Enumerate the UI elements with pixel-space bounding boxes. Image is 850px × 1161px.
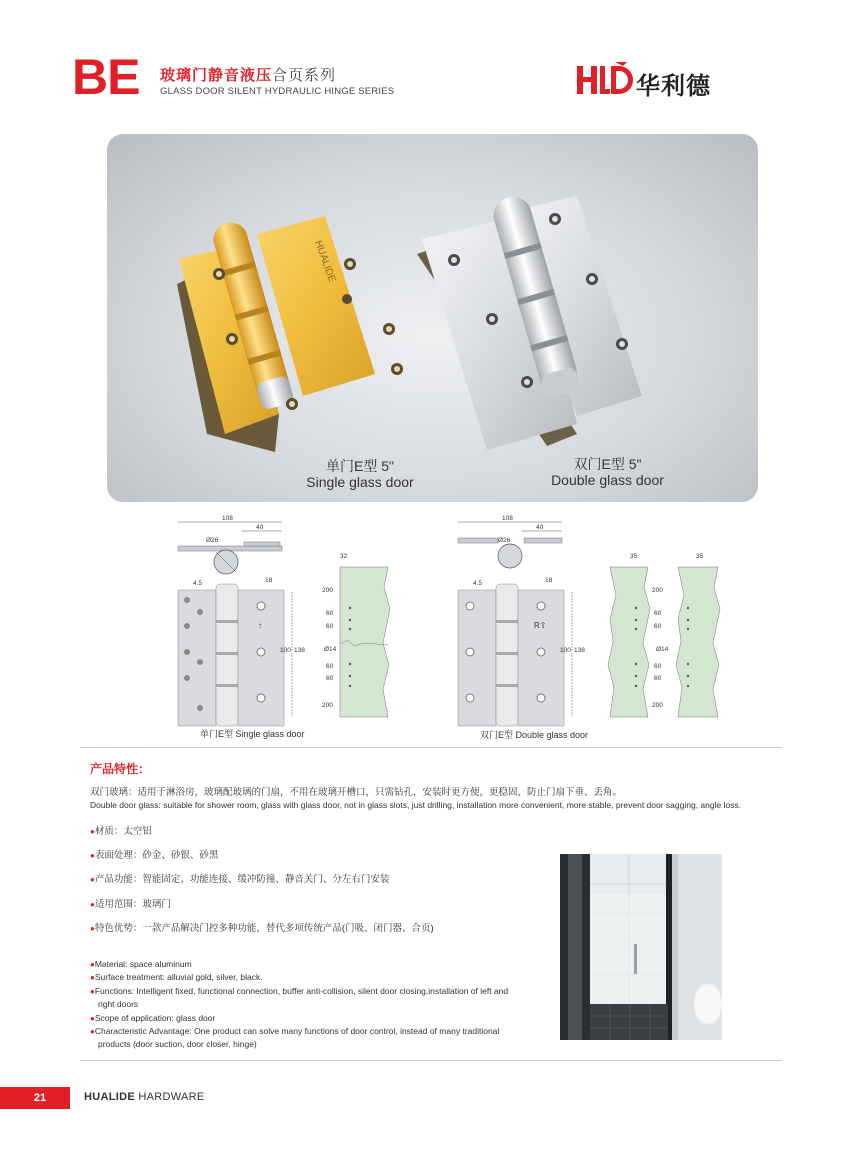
series-title-cn-light: 合页系列: [272, 67, 337, 84]
svg-text:40: 40: [256, 524, 264, 531]
silver-hinge: [417, 193, 642, 450]
svg-text:60: 60: [654, 610, 662, 617]
features-list-en: [90, 958, 510, 1052]
single-door-label-cn: 单门E型 5": [326, 458, 394, 474]
single-drawing: [178, 515, 390, 726]
svg-text:35: 35: [630, 553, 638, 560]
divider-bottom: [80, 1060, 782, 1061]
single-drawing-caption: 单门E型 Single glass door: [200, 729, 305, 739]
svg-text:200: 200: [322, 587, 333, 594]
list-item: ●特色优势：一款产品解决门控多种功能，替代多项传统产品(门吸、闭门器、合页): [90, 922, 434, 934]
svg-text:200: 200: [652, 587, 663, 594]
svg-text:200: 200: [322, 702, 333, 709]
footer-brand: HUALIDE HARDWARE: [84, 1091, 205, 1103]
double-drawing: [458, 515, 720, 726]
gold-hinge: [177, 216, 403, 452]
page-number: 21: [33, 1092, 47, 1104]
shower-room-photo: [560, 854, 722, 1040]
single-door-caption: [255, 458, 465, 490]
list-item: ●表面处理：砂金、砂银、砂黑: [90, 850, 219, 862]
features-title: 产品特性：: [90, 762, 151, 776]
list-item: ●Characteristic Advantage: One product can solve many functions of door control, instead of many traditional products (door suction, door closer, hinge): [90, 1026, 500, 1050]
hinge-photo-illustration: [107, 134, 758, 502]
series-code: BE: [72, 49, 140, 105]
series-title-cn-bold: 玻璃门静音液压: [160, 67, 273, 84]
brand-name-cn: 华利德: [636, 73, 711, 100]
svg-text:138: 138: [294, 647, 305, 654]
double-door-label-en: Double glass door: [551, 472, 664, 488]
svg-text:32: 32: [340, 553, 348, 560]
features-intro-en: Double door glass: suitable for shower room, glass with glass door, not in glass slots, just drilling, installation more convenient, more stable, prevent door sagging, angle loss.: [90, 800, 742, 810]
svg-text:138: 138: [574, 647, 585, 654]
svg-text:4.5: 4.5: [473, 580, 483, 587]
svg-text:60: 60: [654, 675, 662, 682]
brand-logo-icon: [575, 60, 635, 100]
svg-text:60: 60: [654, 623, 662, 630]
svg-text:18: 18: [265, 577, 273, 584]
svg-text:60: 60: [326, 610, 334, 617]
svg-text:R⇧: R⇧: [534, 621, 547, 630]
double-door-label-cn: 双门E型 5": [573, 456, 642, 472]
svg-text:60: 60: [326, 675, 334, 682]
features-list-cn: [90, 826, 434, 947]
series-title-cn: [160, 64, 336, 85]
svg-text:Ø14: Ø14: [656, 646, 669, 653]
svg-text:18: 18: [545, 577, 553, 584]
svg-text:100: 100: [560, 647, 571, 654]
shower-room-illustration: [560, 854, 722, 1040]
double-door-caption: [500, 456, 715, 488]
list-item: ●材质：太空铝: [90, 826, 152, 837]
svg-text:40: 40: [536, 524, 544, 531]
list-item: ●Surface treatment: alluvial gold, silver, black.: [90, 972, 263, 983]
svg-text:60: 60: [654, 663, 662, 670]
svg-text:↑: ↑: [258, 621, 262, 630]
features-intro-cn: 双门玻璃：适用于淋浴房，玻璃配玻璃的门扇，不用在玻璃开槽口，只需钻孔，安装时更方便，更稳固，防止门扇下垂、丢角。: [90, 787, 623, 798]
list-item: ●Material: space aluminum: [90, 959, 192, 969]
svg-text:108: 108: [222, 515, 233, 522]
svg-text:HUALIDE: HUALIDE: [312, 239, 338, 284]
list-item: ●Scope of application: glass door: [90, 1012, 216, 1023]
technical-drawings: [160, 512, 760, 727]
svg-text:200: 200: [652, 702, 663, 709]
svg-text:60: 60: [326, 663, 334, 670]
svg-text:100: 100: [280, 647, 291, 654]
page-number-badge: [0, 1087, 70, 1109]
svg-text:108: 108: [502, 515, 513, 522]
list-item: ●Functions: Intelligent fixed, functional connection, buffer anti-collision, silent door closing,installation of left and right doors: [90, 985, 509, 1010]
svg-text:35: 35: [696, 553, 704, 560]
list-item: ●适用范围：玻璃门: [90, 898, 171, 910]
svg-text:4.5: 4.5: [193, 580, 203, 587]
svg-text:60: 60: [326, 623, 334, 630]
svg-text:Ø26: Ø26: [498, 537, 511, 544]
divider-top: [80, 747, 782, 748]
double-drawing-caption: 双门E型 Double glass door: [480, 730, 589, 740]
single-door-label-en: Single glass door: [306, 474, 414, 490]
list-item: ●产品功能：智能固定、功能连接、缓冲防撞、静音关门、分左右门安装: [90, 874, 390, 886]
svg-text:Ø26: Ø26: [206, 537, 219, 544]
series-title-en: GLASS DOOR SILENT HYDRAULIC HINGE SERIES: [160, 86, 395, 97]
svg-text:Ø14: Ø14: [324, 646, 337, 653]
product-photo: [107, 134, 758, 502]
